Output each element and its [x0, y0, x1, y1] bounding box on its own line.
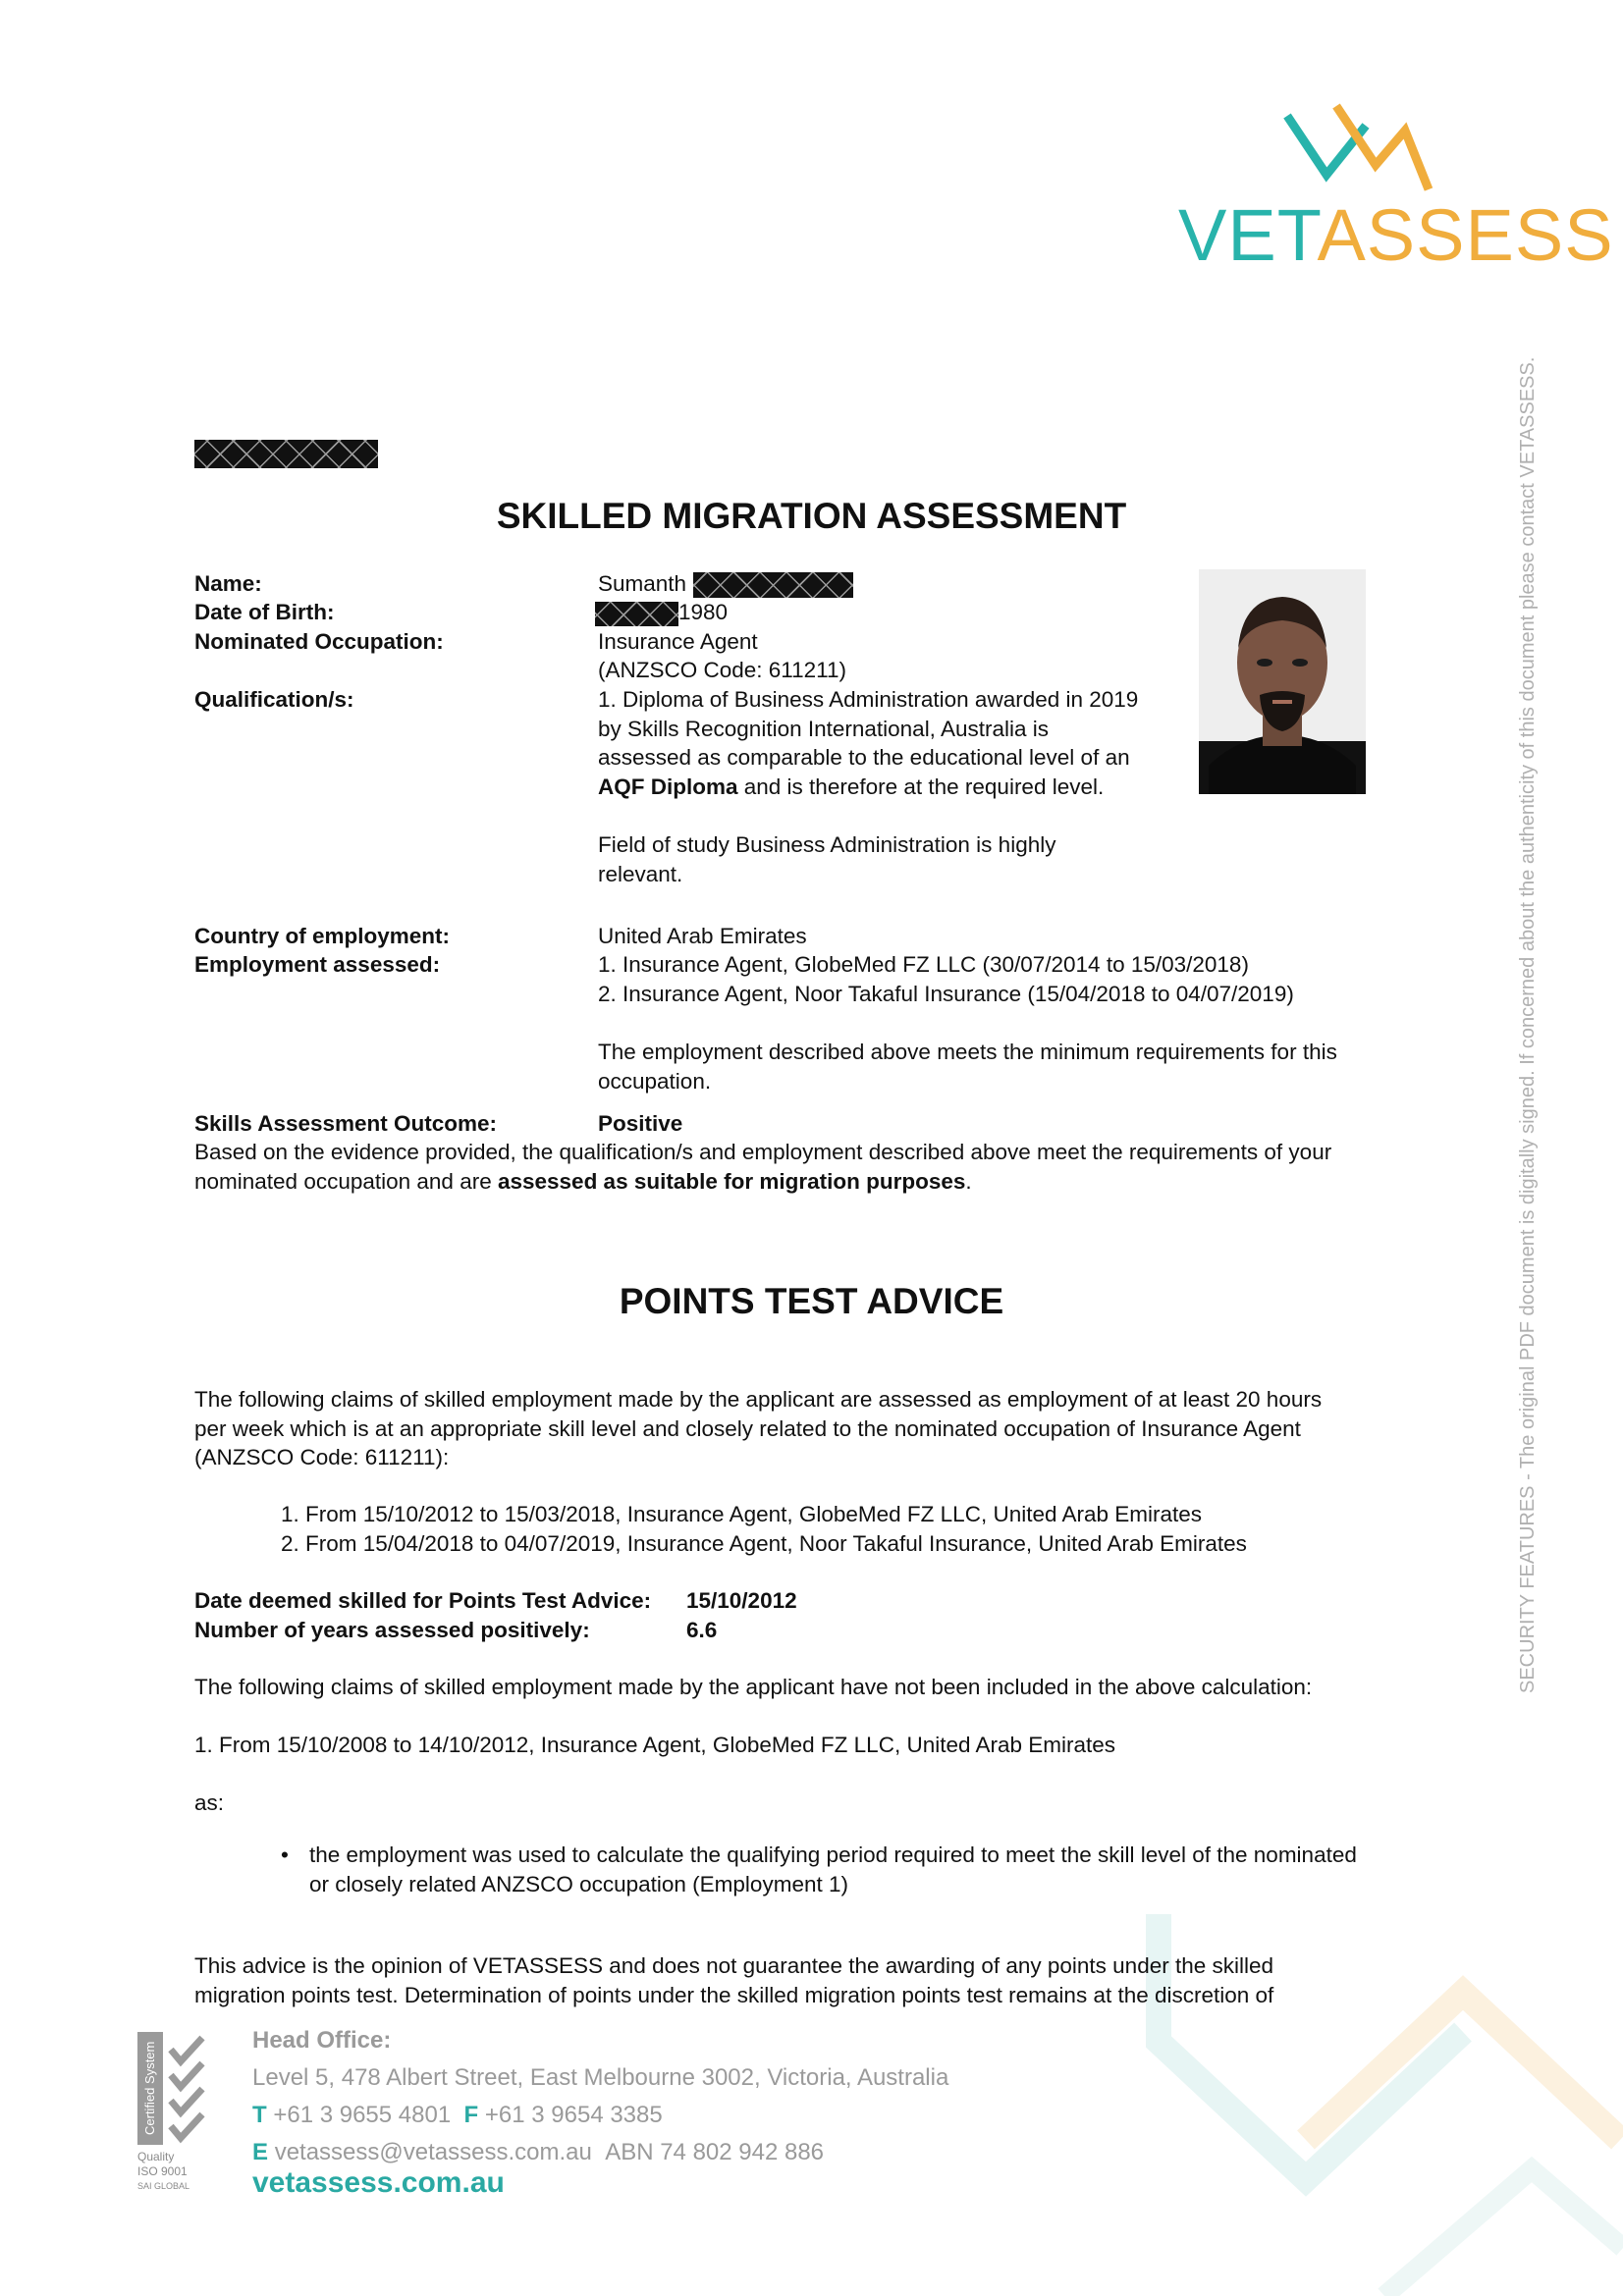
- field-of-study-line: relevant.: [598, 861, 683, 886]
- disclaimer-line: migration points test. Determination of points under the skilled migration points test remains at the discretion of: [194, 1982, 1274, 2007]
- fax-label: F: [463, 2102, 479, 2128]
- as-label: as:: [194, 1790, 225, 1815]
- occupation-value: Insurance Agent: [598, 629, 758, 654]
- chevron-watermark: [1139, 1845, 1623, 2296]
- occupation-label: Nominated Occupation:: [194, 629, 444, 654]
- redacted-dob: [595, 602, 678, 626]
- disclaimer: [194, 1951, 1432, 2009]
- points-intro: [194, 1385, 1432, 1472]
- certification-badge-icon: [137, 2032, 212, 2145]
- years-value: 6.6: [686, 1618, 718, 1642]
- qualification-line: 1. Diploma of Business Administration awarded in 2019: [598, 687, 1139, 712]
- footer-phone-line: [252, 2097, 948, 2134]
- points-intro-line: The following claims of skilled employment made by the applicant are assessed as employment of at least 20 hours: [194, 1387, 1323, 1412]
- person-photo-icon: [1199, 569, 1366, 794]
- email-label: E: [252, 2139, 269, 2165]
- page-title: SKILLED MIGRATION ASSESSMENT: [496, 496, 1127, 536]
- outcome-text: [194, 1138, 1432, 1196]
- points-intro-line: per week which is at an appropriate skill level and closely related to the nominated occupation of Insurance Agent: [194, 1415, 1301, 1441]
- outcome-line: Based on the evidence provided, the qualification/s and employment described above meet the requirements of your: [194, 1140, 1332, 1164]
- employment-item: 2. Insurance Agent, Noor Takaful Insurance (15/04/2018 to 04/07/2019): [598, 981, 1294, 1006]
- deemed-value: 15/10/2012: [686, 1588, 797, 1613]
- badge-quality: Quality: [137, 2150, 175, 2163]
- points-intro-line: (ANZSCO Code: 611211):: [194, 1445, 450, 1469]
- excluded-item: 1. From 15/10/2008 to 14/10/2012, Insurance Agent, GlobeMed FZ LLC, United Arab Emirates: [194, 1733, 1116, 1757]
- name-value: [598, 569, 853, 599]
- aqf-level: AQF Diploma: [598, 774, 738, 799]
- excluded-intro: The following claims of skilled employment made by the applicant have not been included in the above calculation:: [194, 1675, 1313, 1699]
- qualification-text: [598, 685, 1187, 801]
- disclaimer-line: This advice is the opinion of VETASSESS and does not guarantee the awarding of any points under the skilled: [194, 1953, 1274, 1978]
- iso-certification-badge: [137, 2032, 212, 2194]
- outcome-text-bold: assessed as suitable for migration purposes: [497, 1168, 966, 1194]
- points-test-title: POINTS TEST ADVICE: [619, 1281, 1004, 1321]
- qualification-line: assessed as comparable to the educational level of an: [598, 745, 1130, 770]
- footer-contact: [252, 2022, 948, 2171]
- reason-line: • the employment was used to calculate the qualifying period required to meet the skill level of the nominated: [309, 1841, 1448, 1870]
- head-office-label: Head Office:: [252, 2027, 392, 2054]
- footer-abn: ABN 74 802 942 886: [605, 2139, 825, 2165]
- field-of-study-line: Field of study Business Administration is highly: [598, 832, 1056, 857]
- outcome-text-part: nominated occupation and are: [194, 1168, 498, 1194]
- employment-item: 1. Insurance Agent, GlobeMed FZ LLC (30/07/2014 to 15/03/2018): [598, 952, 1249, 977]
- birth-year: 1980: [678, 600, 729, 624]
- employment-label: Employment assessed:: [194, 952, 441, 977]
- employment-note-line: occupation.: [598, 1068, 712, 1094]
- deemed-label: Date deemed skilled for Points Test Advice:: [194, 1588, 652, 1613]
- security-features-text: SECURITY FEATURES - The original PDF document is digitally signed. If concerned about the authenticity of this document please contact VETASSESS.: [1517, 356, 1539, 1693]
- claim-item: 2. From 15/04/2018 to 04/07/2019, Insurance Agent, Noor Takaful Insurance, United Arab Emirates: [281, 1530, 1247, 1556]
- reason-line: or closely related ANZSCO occupation (Employment 1): [309, 1871, 848, 1896]
- employment-note: [598, 1038, 1337, 1095]
- footer-address: Level 5, 478 Albert Street, East Melbourne 3002, Victoria, Australia: [252, 2064, 949, 2091]
- qualification-line: by Skills Recognition International, Australia is: [598, 716, 1049, 741]
- qualification-line: [598, 773, 1187, 802]
- reason-bullet: [309, 1841, 1448, 1898]
- years-label: Number of years assessed positively:: [194, 1618, 590, 1642]
- country-value: United Arab Emirates: [598, 924, 807, 948]
- badge-iso: ISO 9001: [137, 2164, 188, 2178]
- outcome-label: Skills Assessment Outcome:: [194, 1111, 498, 1136]
- dob-value: [595, 598, 728, 627]
- claim-item: 1. From 15/10/2012 to 15/03/2018, Insurance Agent, GlobeMed FZ LLC, United Arab Emirates: [281, 1502, 1203, 1526]
- qualification-label: Qualification/s:: [194, 687, 354, 712]
- footer-website-link[interactable]: vetassess.com.au: [252, 2166, 505, 2199]
- outcome-value: Positive: [598, 1111, 683, 1136]
- applicant-photo: [1199, 569, 1366, 794]
- country-label: Country of employment:: [194, 924, 451, 948]
- badge-sai: SAI GLOBAL: [137, 2181, 190, 2191]
- footer-email: vetassess@vetassess.com.au: [274, 2139, 592, 2165]
- occupation-code: (ANZSCO Code: 611211): [598, 658, 847, 682]
- vetassess-logo-text: VETASSESS: [1178, 194, 1614, 276]
- name-label: Name:: [194, 571, 262, 596]
- dob-label: Date of Birth:: [194, 600, 335, 624]
- vetassess-logo-icon: [1281, 96, 1438, 199]
- redacted-reference: [194, 440, 378, 468]
- field-of-study: [598, 830, 1055, 888]
- employment-note-line: The employment described above meets the minimum requirements for this: [598, 1040, 1337, 1064]
- badge-certified-text: Certified System: [142, 2041, 157, 2135]
- first-name: Sumanth: [598, 571, 687, 596]
- redacted-surname: [693, 572, 853, 598]
- outcome-text-end: .: [965, 1168, 972, 1194]
- phone-label: T: [252, 2102, 267, 2128]
- qualification-tail: and is therefore at the required level.: [737, 774, 1105, 799]
- footer-fax: +61 3 9654 3385: [484, 2102, 663, 2128]
- footer-phone: +61 3 9655 4801: [273, 2102, 452, 2128]
- employment-list: [598, 950, 1294, 1008]
- outcome-line: [194, 1167, 1432, 1197]
- points-claims: [281, 1500, 1247, 1558]
